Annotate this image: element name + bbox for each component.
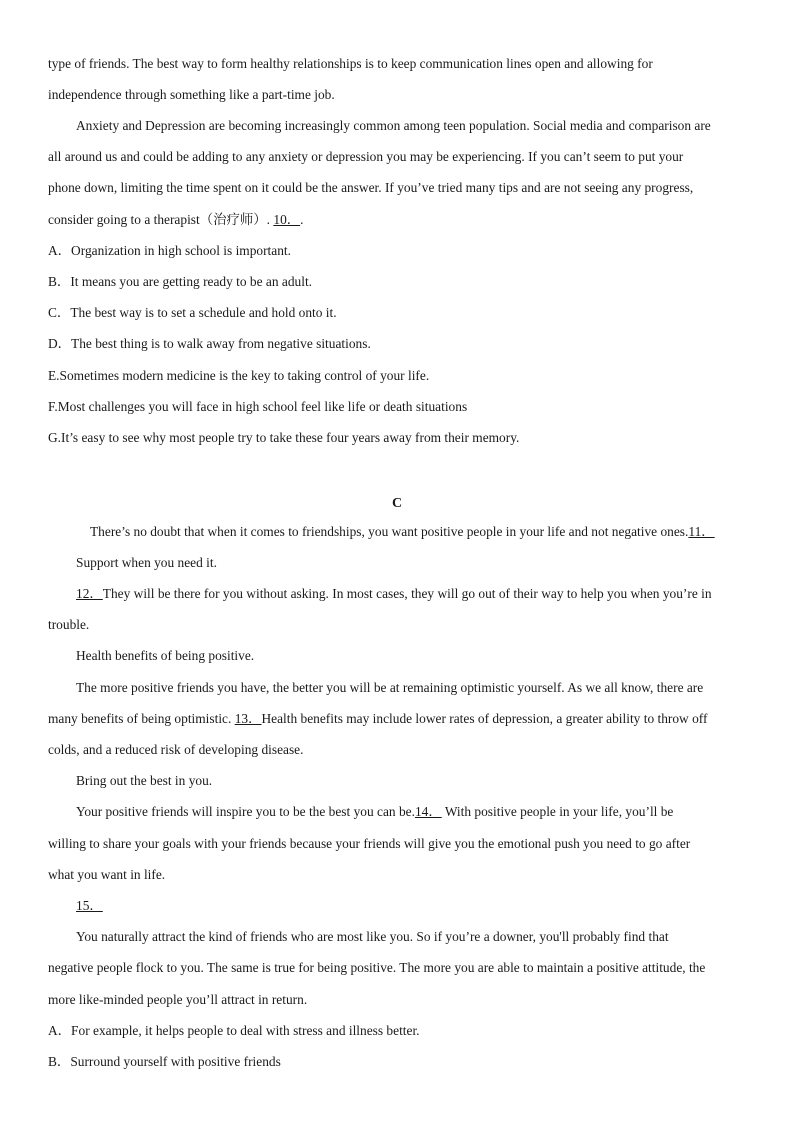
option-b: B．It means you are getting ready to be an adult. (48, 274, 313, 289)
passage-text: Health benefits may include lower rates of depression, a greater ability to throw off (261, 711, 708, 726)
option-a: A．Organization in high school is important. (48, 243, 291, 258)
passage-text: They will be there for you without asking. In most cases, they will go out of their way to help you when you’re in (102, 586, 712, 601)
passage-line (76, 897, 103, 915)
passage-line: willing to share your goals with your friends because your friends will give you the emotional push you need to go after (48, 836, 691, 851)
passage-line (76, 585, 712, 603)
passage-text: With positive people in your life, you’ll be (441, 804, 674, 819)
passage-text: many benefits of being optimistic. (48, 711, 235, 726)
passage-text: There’s no doubt that when it comes to friendships, you want positive people in your life and not negative ones. (90, 524, 689, 539)
passage-line (48, 710, 707, 728)
passage-line: colds, and a reduced risk of developing disease. (48, 742, 304, 757)
answer-blank-15[interactable]: 15． (76, 898, 103, 913)
passage-line: negative people flock to you. The same is true for being positive. The more you are able to maintain a positive attitude, the (48, 960, 706, 975)
passage-line: phone down, limiting the time spent on it could be the answer. If you’ve tried many tips and are not seeing any progress, (48, 180, 694, 195)
answer-blank-12[interactable]: 12． (76, 586, 103, 601)
passage-line (76, 803, 673, 821)
answer-blank-14[interactable]: 14． (414, 804, 442, 819)
option-g: G.It’s easy to see why most people try to take these four years away from their memory. (48, 430, 520, 445)
option-d: D．The best thing is to walk away from negative situations. (48, 336, 371, 351)
option-c: C．The best way is to set a schedule and hold onto it. (48, 305, 337, 320)
option-a: A．For example, it helps people to deal with stress and illness better. (48, 1023, 420, 1038)
passage-line: what you want in life. (48, 867, 166, 882)
passage-text: consider going to a therapist（治疗师）. (48, 212, 274, 227)
option-f: F.Most challenges you will face in high school feel like life or death situations (48, 399, 468, 414)
option-b: B．Surround yourself with positive friends (48, 1054, 281, 1069)
passage-line (90, 523, 715, 541)
answer-blank-13[interactable]: 13． (234, 711, 262, 726)
subheading: Bring out the best in you. (76, 773, 213, 788)
section-heading: C (391, 496, 403, 511)
subheading: Health benefits of being positive. (76, 648, 255, 663)
subheading: Support when you need it. (76, 555, 217, 570)
passage-line: trouble. (48, 617, 90, 632)
option-e: E.Sometimes modern medicine is the key to taking control of your life. (48, 368, 430, 383)
passage-line: all around us and could be adding to any anxiety or depression you may be experiencing. If you can’t seem to put your (48, 149, 684, 164)
passage-line: You naturally attract the kind of friends who are most like you. So if you’re a downer, you'll probably find that (76, 929, 669, 944)
passage-line: Anxiety and Depression are becoming increasingly common among teen population. Social media and comparison are (76, 118, 711, 133)
answer-blank-10[interactable]: 10． (273, 212, 301, 227)
answer-blank-11[interactable]: 11． (688, 524, 715, 539)
passage-line: The more positive friends you have, the better you will be at remaining optimistic yourself. As we all know, there are (76, 680, 704, 695)
passage-line: independence through something like a part-time job. (48, 87, 335, 102)
passage-text: . (300, 212, 304, 227)
passage-line (48, 211, 304, 229)
passage-line: more like-minded people you’ll attract in return. (48, 992, 308, 1007)
passage-line: type of friends. The best way to form healthy relationships is to keep communication lines open and allowing for (48, 56, 653, 71)
passage-text: Your positive friends will inspire you to be the best you can be. (76, 804, 415, 819)
